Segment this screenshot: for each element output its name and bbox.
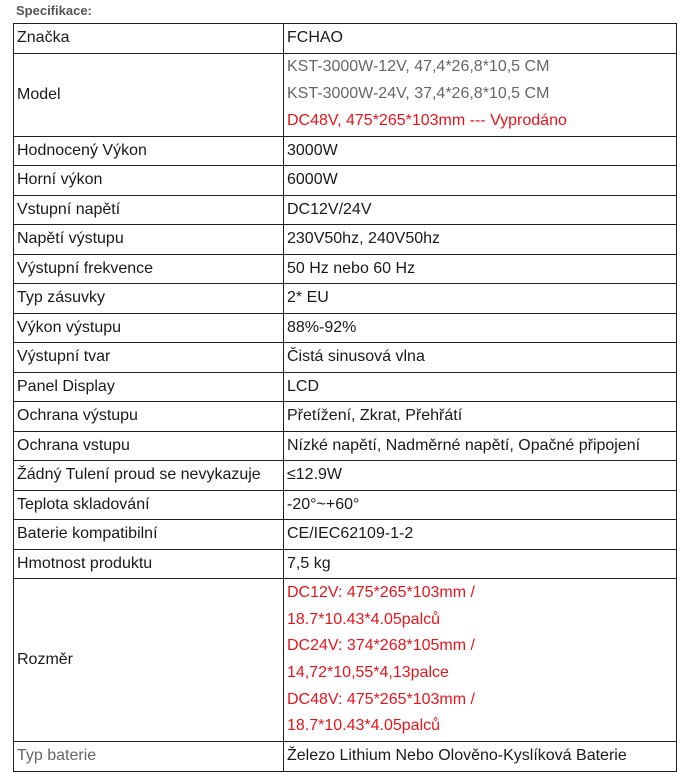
table-row: [14, 24, 677, 54]
row-label: Vstupní napětí: [14, 195, 284, 225]
table-row: [14, 520, 677, 550]
row-value: ≤12.9W: [284, 461, 677, 491]
table-row: [14, 166, 677, 196]
table-row: [14, 225, 677, 255]
row-label: Ochrana výstupu: [14, 402, 284, 432]
row-value: 50 Hz nebo 60 Hz: [284, 254, 677, 284]
dimension-line: 14,72*10,55*4,13palce: [287, 664, 449, 681]
table-row: [14, 431, 677, 461]
row-label: Napětí výstupu: [14, 225, 284, 255]
dimension-line: 18.7*10.43*4.05palců: [287, 610, 441, 628]
row-label: Typ zásuvky: [14, 284, 284, 314]
specification-table: [13, 23, 677, 772]
table-row: [14, 53, 677, 136]
table-row: [14, 284, 677, 314]
table-row: [14, 549, 677, 579]
row-value: Železo Lithium Nebo Olověno-Kyslíková Baterie: [284, 742, 677, 772]
row-label: Výkon výstupu: [14, 313, 284, 343]
row-label: Typ baterie: [14, 742, 284, 772]
table-row: [14, 136, 677, 166]
row-value: Čistá sinusová vlna: [284, 343, 677, 373]
table-row: [14, 490, 677, 520]
row-value: Přetížení, Zkrat, Přehřátí: [284, 402, 677, 432]
row-label: Výstupní frekvence: [14, 254, 284, 284]
row-label: Teplota skladování: [14, 490, 284, 520]
row-value: 3000W: [284, 136, 677, 166]
table-row: [14, 313, 677, 343]
row-value: 230V50hz, 240V50hz: [284, 225, 677, 255]
table-row: [14, 195, 677, 225]
row-label: Výstupní tvar: [14, 343, 284, 373]
model-line-sold-out: DC48V, 475*265*103mm --- Vyprodáno: [287, 111, 567, 129]
row-value: [284, 579, 677, 742]
row-value: -20°~+60°: [284, 490, 677, 520]
table-row: [14, 742, 677, 772]
table-row: [14, 254, 677, 284]
model-line: KST-3000W-12V, 47,4*26,8*10,5 CM: [287, 58, 550, 76]
table-row: [14, 372, 677, 402]
table-row: [14, 343, 677, 373]
dimension-line: DC48V: 475*265*103mm /: [287, 690, 475, 708]
row-value: DC12V/24V: [284, 195, 677, 225]
row-value: Nízké napětí, Nadměrné napětí, Opačné připojení: [284, 431, 677, 461]
row-label: Rozměr: [14, 579, 284, 742]
row-label: Značka: [14, 24, 284, 54]
dimension-line: DC24V: 374*268*105mm /: [287, 637, 475, 655]
dimension-line: DC12V: 475*265*103mm /: [287, 584, 475, 602]
table-row: [14, 579, 677, 742]
row-value: 7,5 kg: [284, 549, 677, 579]
table-row: [14, 402, 677, 432]
row-label: Horní výkon: [14, 166, 284, 196]
row-value: 2* EU: [284, 284, 677, 314]
table-row: [14, 461, 677, 491]
row-label: Hmotnost produktu: [14, 549, 284, 579]
model-line: KST-3000W-24V, 37,4*26,8*10,5 CM: [287, 85, 550, 103]
row-label: Ochrana vstupu: [14, 431, 284, 461]
section-heading: Specifikace:: [16, 3, 92, 18]
dimension-line: 18.7*10.43*4.05palců: [287, 717, 441, 735]
row-label: Panel Display: [14, 372, 284, 402]
row-value: CE/IEC62109-1-2: [284, 520, 677, 550]
row-label: Baterie kompatibilní: [14, 520, 284, 550]
row-label: Hodnocený Výkon: [14, 136, 284, 166]
row-value: FCHAO: [284, 24, 677, 54]
row-label: Žádný Tulení proud se nevykazuje: [14, 461, 284, 491]
row-value: 88%-92%: [284, 313, 677, 343]
row-value: LCD: [284, 372, 677, 402]
row-label: Model: [14, 53, 284, 136]
row-value: 6000W: [284, 166, 677, 196]
row-value: [284, 53, 677, 136]
